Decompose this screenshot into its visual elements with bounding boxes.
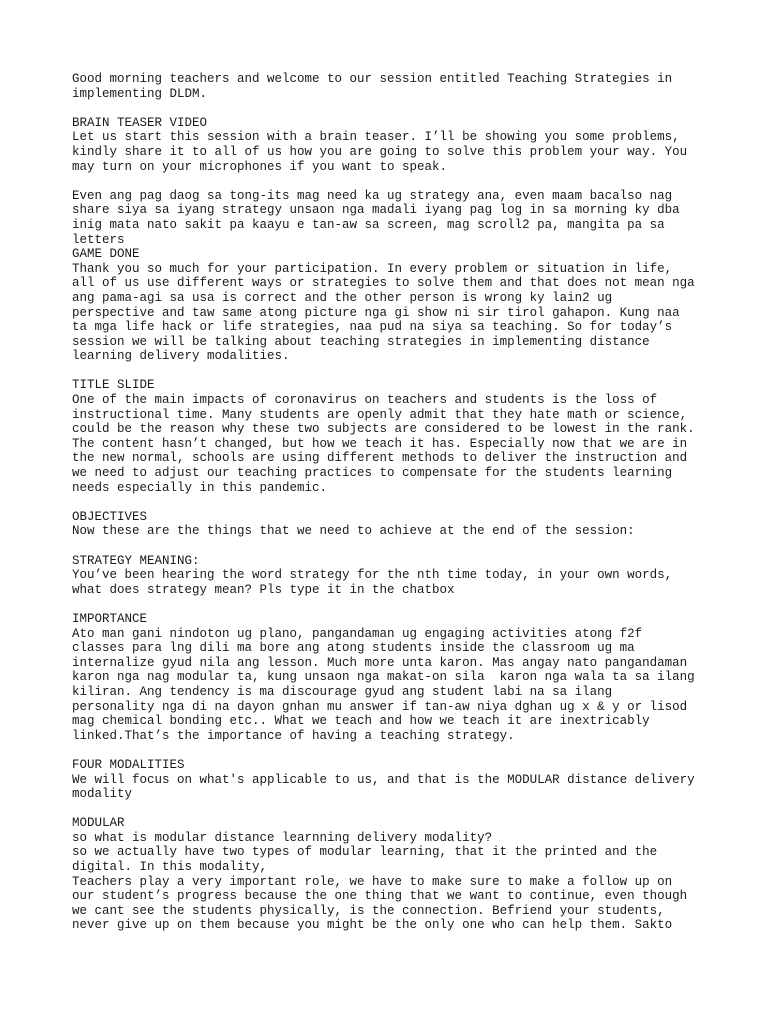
- text-line: Thank you so much for your participation. In every problem or situation in life,: [72, 261, 673, 276]
- text-line: MODULAR: [72, 816, 125, 831]
- blank-line: [72, 101, 712, 116]
- blank-line: [72, 495, 712, 510]
- text-line: You’ve been hearing the word strategy for the nth time today, in your own words,: [72, 568, 673, 583]
- text-line: ang pama-agi sa usa is correct and the other person is wrong ky lain2 ug: [72, 290, 613, 305]
- text-line: The content hasn’t changed, but how we teach it has. Especially now that we are in: [72, 436, 688, 451]
- text-line: so what is modular distance learnning delivery modality?: [72, 830, 493, 845]
- text-line: could be the reason why these two subjects are considered to be lowest in the rank.: [72, 422, 695, 437]
- text-line: classes para lng dili ma bore ang atong students inside the classroom ug ma: [72, 641, 635, 656]
- text-line: personality nga di na dayon gnhan mu answer if tan-aw niya dghan ug x & y or lisod: [72, 699, 688, 714]
- blank-line: [72, 597, 712, 612]
- blank-line: [72, 743, 712, 758]
- text-line: Ato man gani nindoton ug plano, pangandaman ug engaging activities atong f2f: [72, 626, 643, 641]
- text-line: instructional time. Many students are openly admit that they hate math or science,: [72, 407, 688, 422]
- text-line: so we actually have two types of modular learning, that it the printed and the: [72, 845, 658, 860]
- text-line: OBJECTIVES: [72, 509, 148, 524]
- text-line: linked.That’s the importance of having a teaching strategy.: [72, 728, 515, 743]
- text-line: Let us start this session with a brain teaser. I’ll be showing you some problems,: [72, 130, 680, 145]
- text-line: learning delivery modalities.: [72, 349, 290, 364]
- document-page: [72, 72, 712, 933]
- text-line: what does strategy mean? Pls type it in the chatbox: [72, 582, 455, 597]
- text-line: We will focus on what's applicable to us, and that is the MODULAR distance delivery: [72, 772, 695, 787]
- text-line: digital. In this modality,: [72, 860, 268, 875]
- text-line: Now these are the things that we need to achieve at the end of the session:: [72, 524, 635, 539]
- text-line: Good morning teachers and welcome to our session entitled Teaching Strategies in: [72, 72, 673, 86]
- text-line: internalize gyud nila ang lesson. Much more unta karon. Mas angay nato pangandaman: [72, 655, 688, 670]
- text-line: FOUR MODALITIES: [72, 757, 185, 772]
- text-line: may turn on your microphones if you want to speak.: [72, 159, 448, 174]
- text-line: Even ang pag daog sa tong-its mag need ka ug strategy ana, even maam bacalso nag: [72, 188, 673, 203]
- text-line: share siya sa iyang strategy unsaon nga madali iyang pag log in sa morning ky dba: [72, 203, 680, 218]
- text-line: mag chemical bonding etc.. What we teach and how we teach it are inextricably: [72, 714, 650, 729]
- text-line: TITLE SLIDE: [72, 378, 155, 393]
- text-line: perspective and taw same atong picture nga gi show ni sir tirol gahapon. Kung naa: [72, 305, 680, 320]
- text-line: implementing DLDM.: [72, 86, 208, 101]
- blank-line: [72, 364, 712, 379]
- text-line: we need to adjust our teaching practices to compensate for the students learning: [72, 466, 673, 481]
- text-line: session we will be talking about teaching strategies in implementing distance: [72, 334, 650, 349]
- text-line: ta mga life hack or life strategies, naa pud na siya sa teaching. So for today’s: [72, 320, 673, 335]
- text-line: Teachers play a very important role, we have to make sure to make a follow up on: [72, 874, 673, 889]
- text-line: karon nga nag modular ta, kung unsaon nga makat-on sila karon nga wala ta sa ilang: [72, 670, 695, 685]
- text-line: BRAIN TEASER VIDEO: [72, 115, 208, 130]
- text-line: One of the main impacts of coronavirus on teachers and students is the loss of: [72, 393, 658, 408]
- text-line: STRATEGY MEANING:: [72, 553, 200, 568]
- text-line: kiliran. Ang tendency is ma discourage gyud ang student labi na sa ilang: [72, 684, 613, 699]
- text-line: inig mata nato sakit pa kaayu e tan-aw sa screen, mag scroll2 pa, mangita pa sa: [72, 217, 665, 232]
- blank-line: [72, 539, 712, 554]
- text-line: the new normal, schools are using different methods to deliver the instruction and: [72, 451, 688, 466]
- text-line: kindly share it to all of us how you are going to solve this problem your way. You: [72, 144, 688, 159]
- text-line: GAME DONE: [72, 247, 140, 262]
- text-line: our student’s progress because the one thing that we want to continue, even though: [72, 889, 688, 904]
- blank-line: [72, 174, 712, 189]
- text-line: letters: [72, 232, 125, 247]
- text-line: needs especially in this pandemic.: [72, 480, 328, 495]
- text-line: modality: [72, 787, 133, 802]
- text-line: never give up on them because you might be the only one who can help them. Sakto: [72, 918, 673, 933]
- blank-line: [72, 802, 712, 817]
- text-line: we cant see the students physically, is the connection. Befriend your students,: [72, 903, 665, 918]
- text-line: IMPORTANCE: [72, 611, 148, 626]
- text-line: all of us use different ways or strategies to solve them and that does not mean nga: [72, 276, 695, 291]
